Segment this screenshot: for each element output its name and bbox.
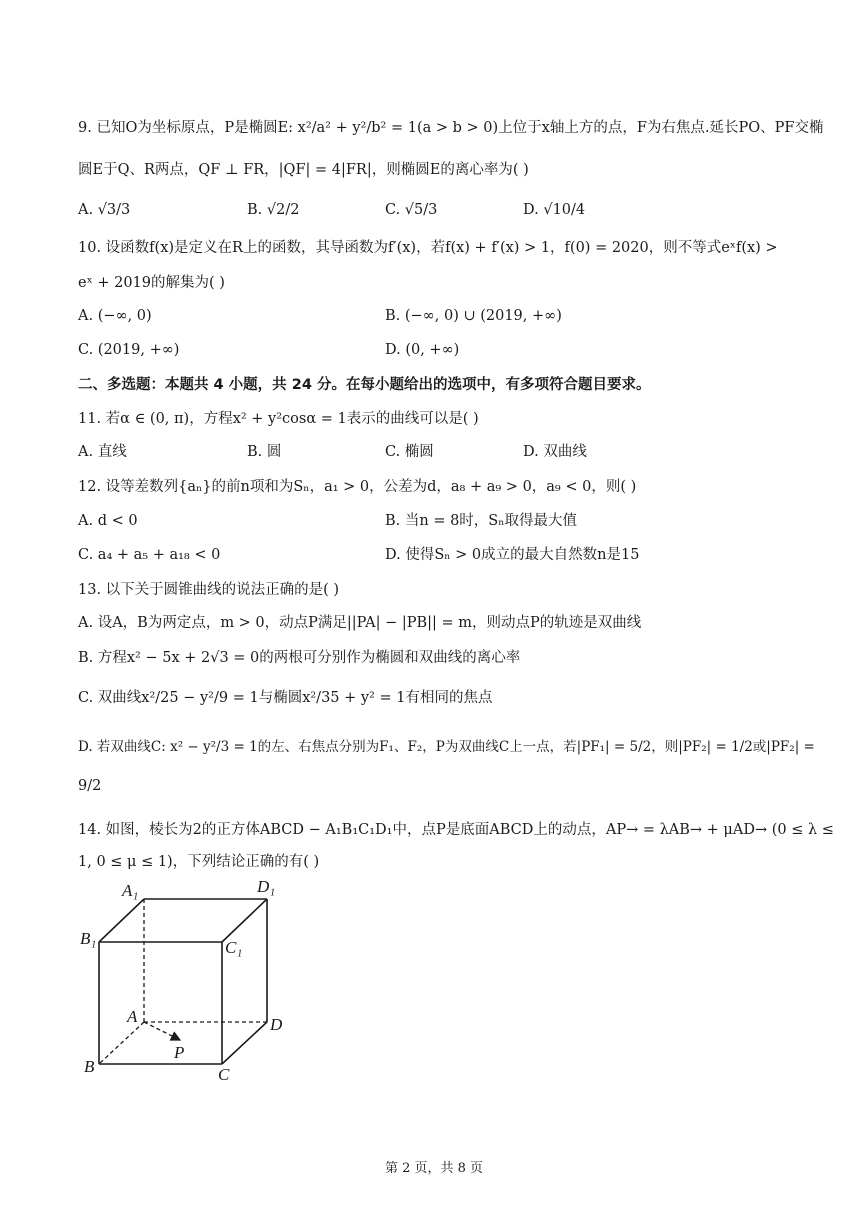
q9-option-d: D. √10/4 xyxy=(523,202,586,218)
q9-option-a: A. √3/3 xyxy=(78,202,131,218)
q12-option-a: A. d < 0 xyxy=(78,513,138,529)
vector-ap xyxy=(144,1022,180,1040)
label-a1: A₁ xyxy=(122,881,139,900)
q10-option-b: B. (−∞, 0) ∪ (2019, +∞) xyxy=(385,308,562,324)
label-d1: D₁ xyxy=(257,877,276,896)
q13-option-d-line1: D. 若双曲线C: x² − y²/3 = 1的左、右焦点分别为F₁、F₂，P为双曲线C上一点，若|PF₁| = 5/2，则|PF₂| = 1/2或|PF₂| = xyxy=(78,739,815,755)
q12-option-d: D. 使得Sₙ > 0成立的最大自然数n是15 xyxy=(385,547,640,563)
edge-c-d xyxy=(222,1022,267,1064)
q10-option-c: C. (2019, +∞) xyxy=(78,342,180,358)
q9-stem-line2: 圆E于Q、R两点，QF ⊥ FR，|QF| = 4|FR|，则椭圆E的离心率为( ) xyxy=(78,162,529,178)
edge-a1-b1 xyxy=(99,899,144,942)
q11-option-c: C. 椭圆 xyxy=(385,444,434,460)
q12-option-b: B. 当n = 8时，Sₙ取得最大值 xyxy=(385,513,578,529)
label-b: B xyxy=(84,1057,95,1076)
q11-stem: 11. 若α ∈ (0, π)，方程x² + y²cosα = 1表示的曲线可以是( ) xyxy=(78,411,479,427)
page-footer: 第 2 页，共 8 页 xyxy=(384,1161,484,1176)
label-d: D xyxy=(270,1015,283,1034)
q10-option-a: A. (−∞, 0) xyxy=(78,308,152,324)
hidden-edge-a-b xyxy=(99,1022,144,1064)
section-heading-multiple-choice: 二、多选题：本题共 4 小题，共 24 分。在每小题给出的选项中，有多项符合题目要求。 xyxy=(78,377,651,393)
q10-stem-line1: 10. 设函数f(x)是定义在R上的函数，其导函数为f′(x)，若f(x) + f′(x) > 1，f(0) = 2020，则不等式eˣf(x) > xyxy=(78,240,778,256)
q14-stem-line1: 14. 如图，棱长为2的正方体ABCD − A₁B₁C₁D₁中，点P是底面ABCD上的动点，AP→ = λAB→ + μAD→ (0 ≤ λ ≤ xyxy=(78,822,834,838)
q12-stem: 12. 设等差数列{aₙ}的前n项和为Sₙ，a₁ > 0，公差为d，a₈ + a₉ > 0，a₉ < 0，则( ) xyxy=(78,479,637,495)
q13-option-b: B. 方程x² − 5x + 2√3 = 0的两根可分别作为椭圆和双曲线的离心率 xyxy=(78,650,521,666)
q11-option-b: B. 圆 xyxy=(247,444,282,460)
q10-stem-line2: eˣ + 2019的解集为( ) xyxy=(78,275,225,291)
q13-option-c: C. 双曲线x²/25 − y²/9 = 1与椭圆x²/35 + y² = 1有相同的焦点 xyxy=(78,690,493,706)
q12-option-c: C. a₄ + a₅ + a₁₈ < 0 xyxy=(78,547,221,563)
q9-option-c: C. √5/3 xyxy=(385,202,438,218)
cube-figure xyxy=(70,872,300,1087)
q10-option-d: D. (0, +∞) xyxy=(385,342,460,358)
q13-option-a: A. 设A，B为两定点，m > 0，动点P满足||PA| − |PB|| = m，则动点P的轨迹是双曲线 xyxy=(78,615,642,631)
q9-stem-line1: 9. 已知O为坐标原点，P是椭圆E: x²/a² + y²/b² = 1(a > b > 0)上位于x轴上方的点，F为右焦点.延长PO、PF交椭 xyxy=(78,120,824,136)
label-c1: C₁ xyxy=(225,938,243,957)
label-c: C xyxy=(218,1065,230,1084)
q14-stem-line2: 1, 0 ≤ μ ≤ 1)，下列结论正确的有( ) xyxy=(78,854,320,870)
edge-d1-c1 xyxy=(222,899,267,942)
label-a: A xyxy=(127,1007,138,1026)
q11-option-d: D. 双曲线 xyxy=(523,444,587,460)
q11-option-a: A. 直线 xyxy=(78,444,127,460)
q9-option-b: B. √2/2 xyxy=(247,202,300,218)
q13-option-d-line2: 9/2 xyxy=(78,778,102,794)
label-b1: B₁ xyxy=(80,929,97,948)
q13-stem: 13. 以下关于圆锥曲线的说法正确的是( ) xyxy=(78,582,340,598)
label-p: P xyxy=(174,1043,185,1062)
